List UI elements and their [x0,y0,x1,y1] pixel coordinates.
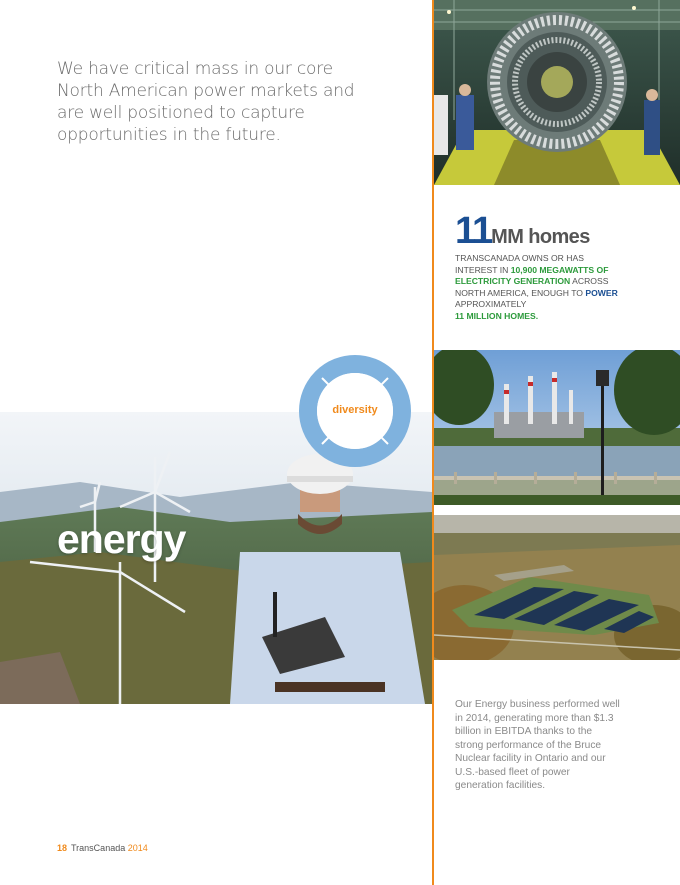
stat-headline [455,210,590,253]
stat-description [455,253,620,323]
stat-unit: MM homes [491,226,590,248]
solar-farm-photo [434,515,680,660]
footer-year: 2014 [127,843,148,853]
summary-text: Our Energy business performed well in 2014, generating more than $1.3 billion in EBITDA thanks to the strong performance of the Bruce Nuclear facility in Ontario and our U.S.-based fleet of power generation facilities. [455,699,620,791]
energy-heading: energy [57,516,186,562]
stat-number: 11 [455,210,492,252]
power-plant-photo [434,350,680,505]
stat-text: TRANSCANADA OWNS OR HAS INTEREST IN [455,253,584,275]
stat-highlight-megawatts: 10,900 MEGAWATTS OF ELECTRICITY GENERATION [455,264,609,287]
page-number: 18 [57,843,68,853]
generator-photo [434,0,680,185]
stat-highlight-homes: 11 MILLION HOMES. [455,310,539,321]
donut-label: diversity [332,404,378,416]
footer-brand: TransCanada [71,843,126,853]
stat-highlight-power: POWER [585,287,618,298]
page-footer [57,843,148,853]
stat-text: ACROSS NORTH AMERICA, ENOUGH TO [455,276,609,298]
stat-text: APPROXIMATELY [455,299,527,310]
intro-text: We have critical mass in our core North American power markets and are well positioned to capture opportunities in the future. [57,59,355,145]
